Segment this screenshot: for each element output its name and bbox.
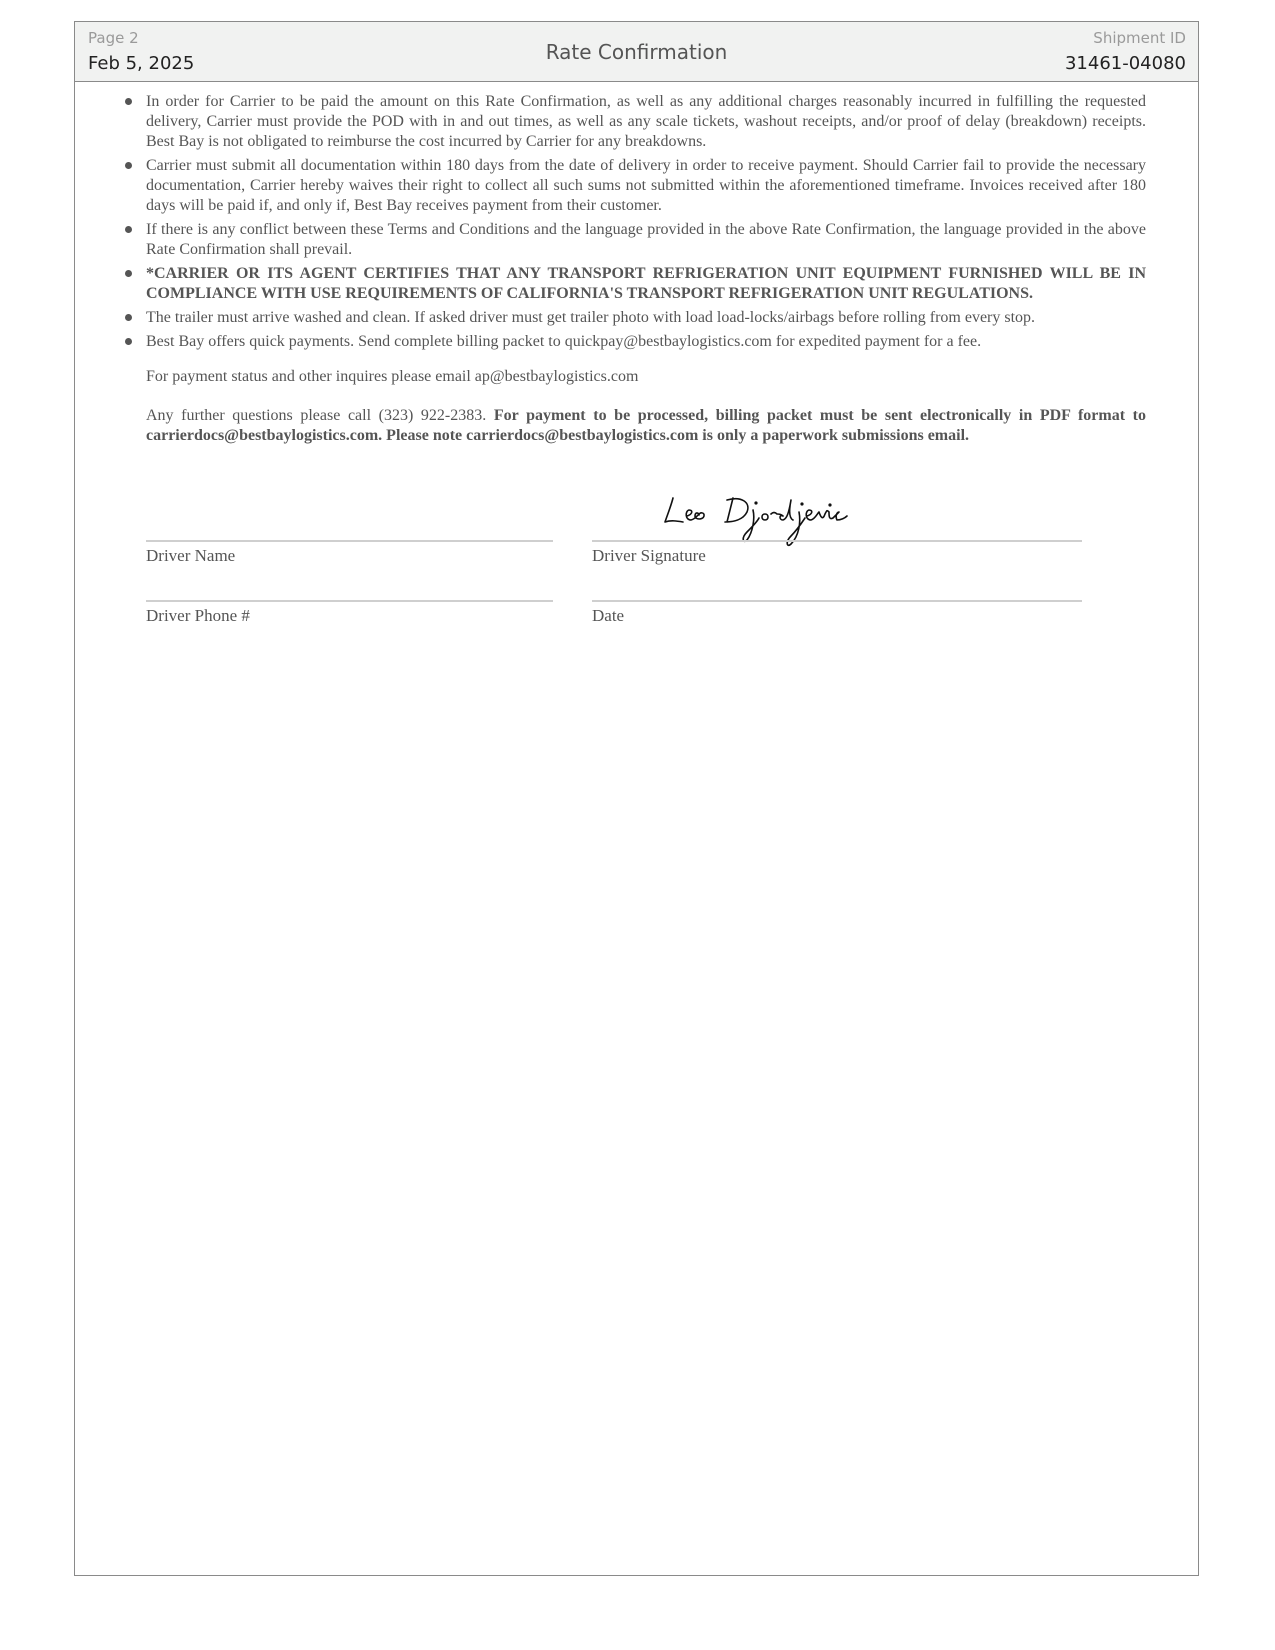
document-header <box>75 22 1198 82</box>
term-item: If there is any conflict between these Terms and Conditions and the language provided in the above Rate Confirmation, the language provided in the above Rate Confirmation shall prevail. <box>146 221 1146 258</box>
driver-name-label: Driver Name <box>146 546 236 565</box>
terms-section <box>146 92 1146 446</box>
driver-phone-line <box>146 600 553 602</box>
questions-note-plain: Any further questions please call (323) 922-2383. <box>146 407 494 424</box>
date-label: Date <box>592 606 625 625</box>
term-item-trU-certification: *CARRIER OR ITS AGENT CERTIFIES THAT ANY TRANSPORT REFRIGERATION UNIT EQUIPMENT FURNISHED WILL BE IN COMPLIANCE WITH USE REQUIREMENTS OF CALIFORNIA'S TRANSPORT REFRIGERATION UNIT REGULATIONS. <box>146 265 1146 302</box>
shipment-id-label: Shipment ID <box>1093 29 1186 47</box>
date-line <box>592 600 1082 602</box>
document-date: Feb 5, 2025 <box>88 53 195 74</box>
term-item: In order for Carrier to be paid the amount on this Rate Confirmation, as well as any additional charges reasonably incurred in fulfilling the requested delivery, Carrier must provide the POD with in and out times, as well as any scale tickets, washout receipts, and/or proof of delay (breakdown) receipts. Best Bay is not obligated to reimburse the cost incurred by Carrier for any breakdowns. <box>146 93 1146 150</box>
shipment-id-value: 31461-04080 <box>1064 53 1186 74</box>
term-item: Carrier must submit all documentation within 180 days from the date of delivery in order to receive payment. Should Carrier fail to provide the necessary documentation, Carrier hereby waives their right to collect all such sums not submitted within the aforementioned timeframe. Invoices received after 180 days will be paid if, and only if, Best Bay receives payment from their customer. <box>146 157 1146 214</box>
driver-name-line <box>146 540 553 542</box>
terms-list <box>146 92 1146 352</box>
driver-signature-image <box>661 492 911 552</box>
signature-block <box>146 492 1146 662</box>
page-number: Page 2 <box>88 29 139 47</box>
page-frame <box>74 21 1199 1576</box>
document-title: Rate Confirmation <box>545 40 728 64</box>
questions-note <box>146 406 1146 446</box>
payment-status-note: For payment status and other inquires please email ap@bestbaylogistics.com <box>146 368 639 385</box>
term-item: Best Bay offers quick payments. Send complete billing packet to quickpay@bestbaylogistics.com for expedited payment for a fee. <box>146 332 1146 352</box>
driver-signature-line <box>592 540 1082 542</box>
driver-phone-label: Driver Phone # <box>146 606 250 625</box>
driver-signature-label: Driver Signature <box>592 546 706 565</box>
questions-note-bold: For payment to be processed, billing packet must be sent electronically in PDF format to carrierdocs@bestbaylogistics.com. Please note carrierdocs@bestbaylogistics.com is only a paperwork submissions email. <box>146 407 1146 444</box>
term-item: The trailer must arrive washed and clean. If asked driver must get trailer photo with load load-locks/airbags before rolling from every stop. <box>146 308 1146 328</box>
